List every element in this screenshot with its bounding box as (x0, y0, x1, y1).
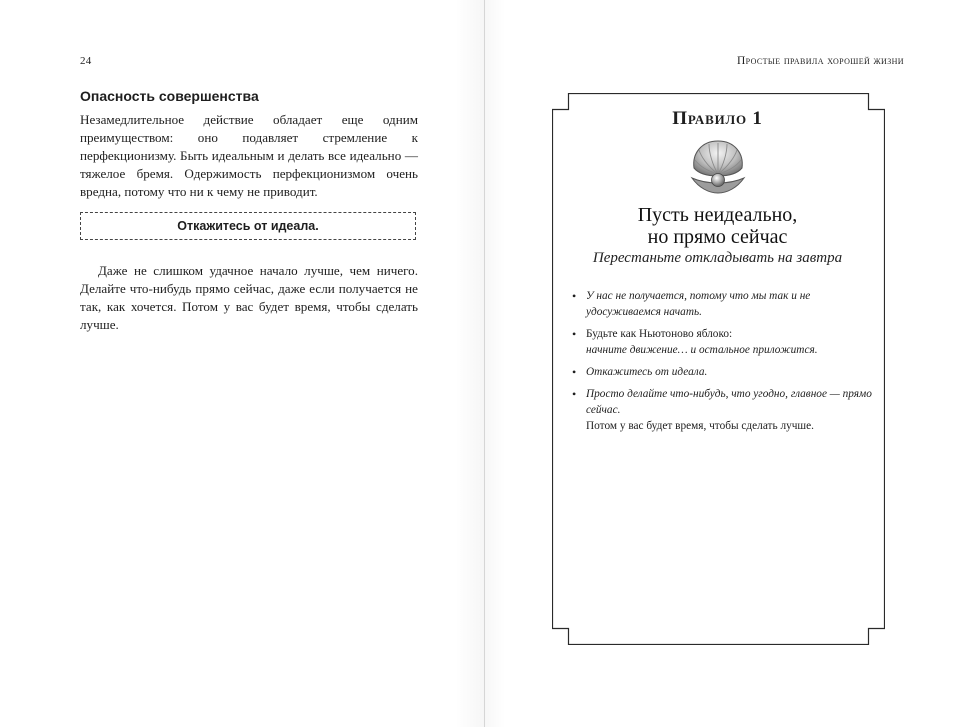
bullet-item (572, 386, 872, 434)
rule-title-line-2: но прямо сейчас (647, 226, 788, 248)
bullet-text: Будьте как Ньютоново яблоко: (586, 328, 733, 340)
bullet-item (572, 364, 872, 380)
bullet-text: Откажитесь от идеала. (586, 366, 708, 378)
section-heading: Опасность совершенства (80, 88, 259, 104)
page-number: 24 (80, 55, 92, 67)
bullet-continuation: Потом у вас будет время, чтобы сделать лучше. (586, 420, 814, 432)
pearl-shell-icon (687, 138, 749, 196)
bullet-continuation: начните движение… и остальное приложится. (586, 344, 818, 356)
running-title: Простые правила хорошей жизни (736, 55, 904, 67)
bullet-text: У нас не получается, потому что мы так и не удосуживаемся начать. (586, 290, 811, 318)
bullet-text: Просто делайте что-нибудь, что угодно, главное — прямо сейчас. (586, 388, 872, 416)
rule-title-line-1: Пусть неидеально, (637, 204, 798, 226)
bullet-item (572, 326, 872, 358)
body-paragraph-2: Даже не слишком удачное начало лучше, чем ничего. Делайте что-нибудь прямо сейчас, даже если получается не так, как хочется. Потом у вас будет время, чтобы сделать лучше. (80, 263, 418, 332)
bullet-item (572, 288, 872, 320)
gutter-shadow-right (485, 0, 505, 727)
rule-label: Правило 1 (672, 108, 763, 129)
rule-title (552, 204, 883, 248)
body-paragraph-1: Незамедлительное действие обладает еще одним преимуществом: оно подавляет стремление к перфекционизму. Быть идеальным и делать все идеально — тяжелое бремя. Одержимость перфекционизмом очень вредна, потому что ни к чему не приводит. (80, 112, 418, 199)
rule-bullet-list (572, 288, 872, 440)
callout-text: Откажитесь от идеала. (177, 219, 319, 233)
book-gutter (484, 0, 485, 727)
rule-subtitle: Перестаньте откладывать на завтра (592, 250, 843, 266)
gutter-shadow (455, 0, 484, 727)
left-page (0, 0, 484, 727)
callout-box (80, 212, 416, 240)
